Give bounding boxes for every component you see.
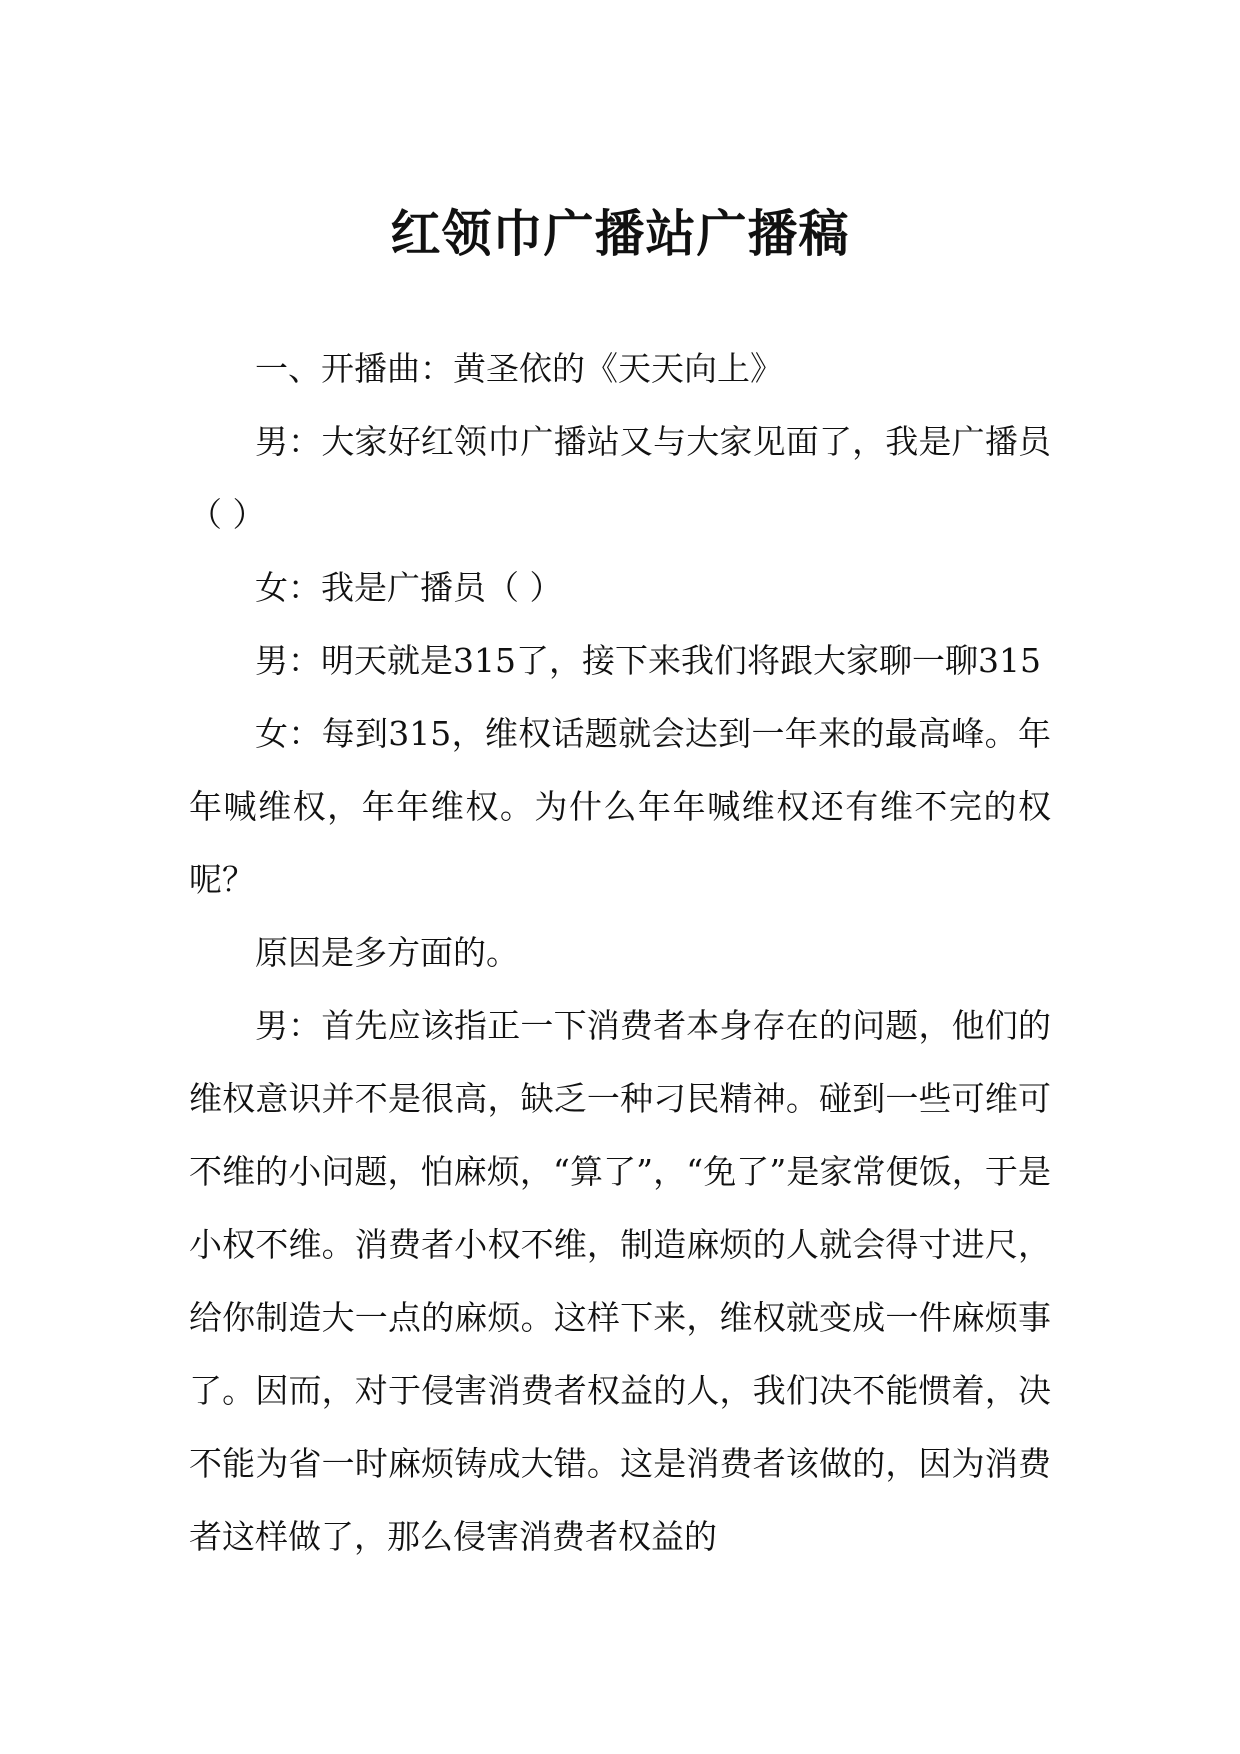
paragraph-male-greeting: 男：大家好红领巾广播站又与大家见面了，我是广播员（ ）: [189, 422, 1051, 534]
paragraph-opening-song: 一、开播曲：黄圣依的《天天向上》: [255, 349, 783, 388]
paragraph-female-question: 女：每到315，维权话题就会达到一年来的最高峰。年年喊维权，年年维权。为什么年年喊维权还有维不完的权呢？: [189, 714, 1051, 899]
paragraph-reasons: 原因是多方面的。: [255, 933, 519, 972]
document-title: 红领巾广播站广播稿: [390, 204, 850, 263]
paragraph-female-greeting: 女：我是广播员（ ）: [255, 568, 563, 607]
document-body: [189, 332, 1051, 1573]
paragraph-male-consumer-issues: 男：首先应该指正一下消费者本身存在的问题，他们的维权意识并不是很高，缺乏一种刁民精神。碰到一些可维可不维的小问题，怕麻烦，“算了”，“免了”是家常便饭，于是小权不维。消费者小权不维，制造麻烦的人就会得寸进尺，给你制造大一点的麻烦。这样下来，维权就变成一件麻烦事了。因而，对于侵害消费者权益的人，我们决不能惯着，决不能为省一时麻烦铸成大错。这是消费者该做的，因为消费者这样做了，那么侵害消费者权益的: [189, 1006, 1051, 1556]
paragraph-male-315-intro: 男：明天就是315了，接下来我们将跟大家聊一聊315: [255, 641, 1041, 680]
